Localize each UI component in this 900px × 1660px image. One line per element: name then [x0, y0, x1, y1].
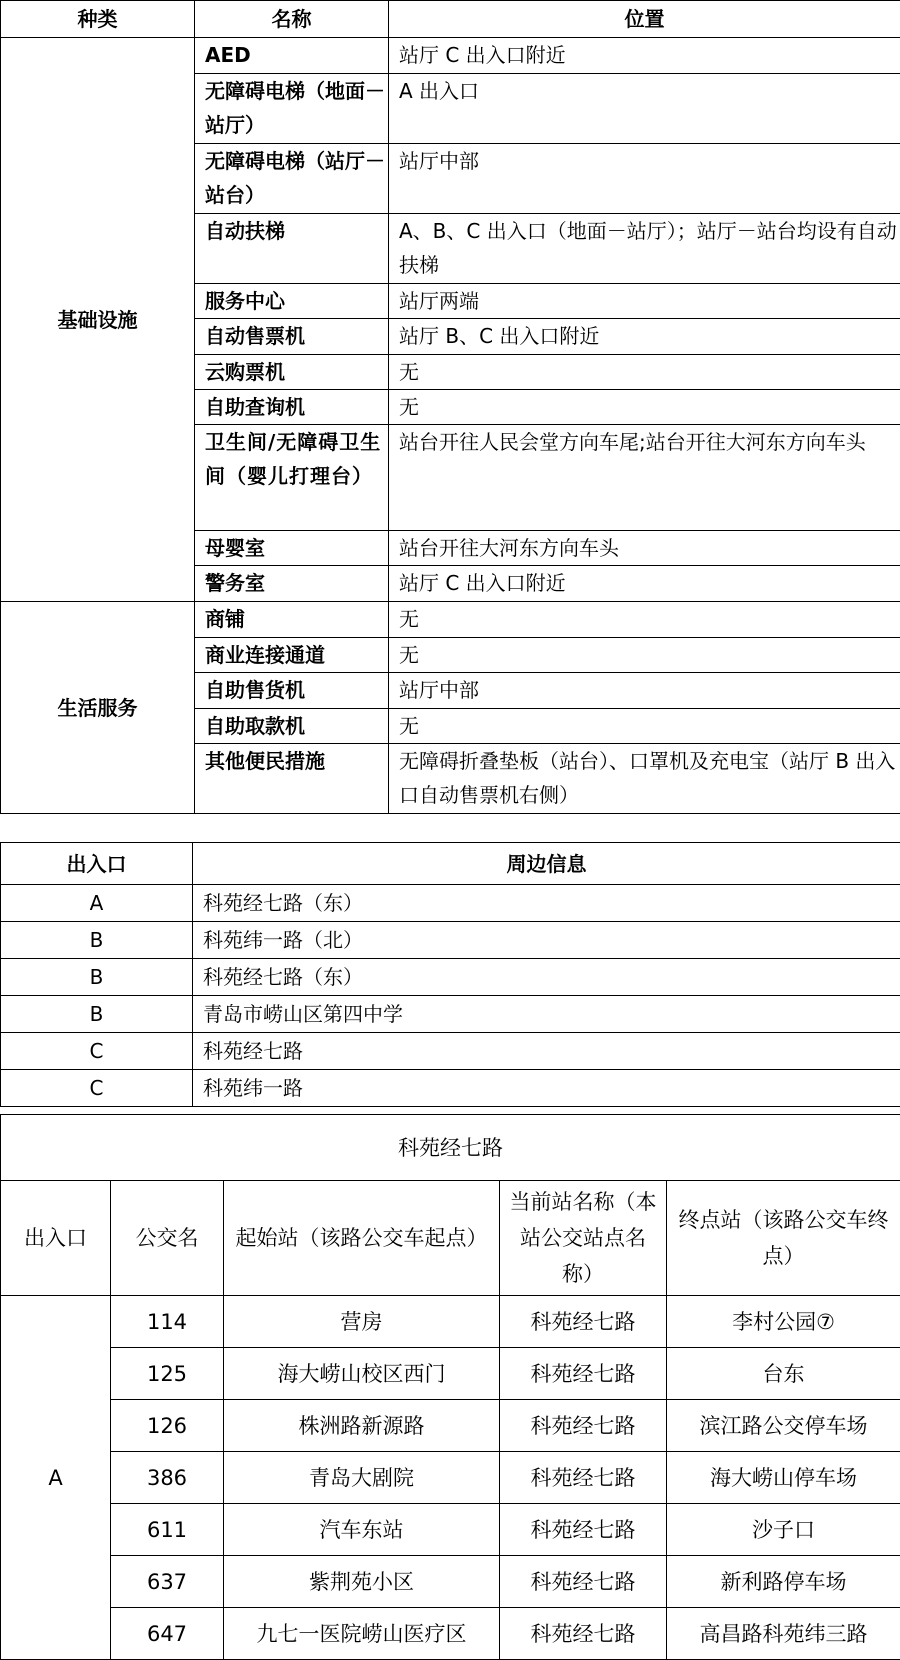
table-row [1, 1348, 900, 1400]
bus-name: 114 [111, 1296, 224, 1348]
facility-location: 无 [389, 390, 900, 425]
bus-header-row [1, 1181, 900, 1296]
table-row [1, 1452, 900, 1504]
facility-location: 无 [389, 602, 900, 638]
facility-name: 服务中心 [195, 284, 389, 319]
table-row [1, 959, 900, 996]
facilities-table [0, 0, 900, 814]
exits-header-row [1, 843, 900, 885]
facility-location: 站厅中部 [389, 673, 900, 709]
header-location: 位置 [389, 1, 900, 38]
header-current: 当前站名称（本站公交站点名称） [500, 1181, 667, 1296]
facility-location: 无 [389, 638, 900, 673]
bus-start: 营房 [224, 1296, 500, 1348]
bus-name: 125 [111, 1348, 224, 1400]
facility-location: 无 [389, 709, 900, 744]
exit-label: B [1, 996, 193, 1033]
table-row [1, 602, 900, 638]
exit-info: 科苑纬一路（北） [193, 922, 900, 959]
facility-name: 无障碍电梯（地面－站厅） [195, 74, 389, 144]
facilities-header-row [1, 1, 900, 38]
facility-name: 母婴室 [195, 531, 389, 566]
bus-end: 高昌路科苑纬三路 [667, 1608, 900, 1660]
facility-location: A 出入口 [389, 74, 900, 144]
bus-current: 科苑经七路 [500, 1452, 667, 1504]
table-row [1, 1296, 900, 1348]
facility-name: 自助取款机 [195, 709, 389, 744]
bus-end: 台东 [667, 1348, 900, 1400]
bus-name: 637 [111, 1556, 224, 1608]
table-row [1, 922, 900, 959]
facility-name: 商业连接通道 [195, 638, 389, 673]
exit-label: C [1, 1033, 193, 1070]
bus-exit-cell: A [1, 1296, 111, 1660]
header-exit: 出入口 [1, 1181, 111, 1296]
exit-label: C [1, 1070, 193, 1107]
facility-name: 自助查询机 [195, 390, 389, 425]
table-row [1, 1608, 900, 1660]
category-cell: 基础设施 [1, 38, 195, 602]
exits-table [0, 842, 900, 1107]
bus-end: 新利路停车场 [667, 1556, 900, 1608]
bus-end: 滨江路公交停车场 [667, 1400, 900, 1452]
table-row [1, 1556, 900, 1608]
exit-info: 科苑经七路 [193, 1033, 900, 1070]
header-start: 起始站（该路公交车起点） [224, 1181, 500, 1296]
table-row [1, 1504, 900, 1556]
facility-location: 站台开往人民会堂方向车尾;站台开往大河东方向车头 [389, 425, 900, 531]
bus-current: 科苑经七路 [500, 1608, 667, 1660]
exit-info: 科苑经七路（东） [193, 959, 900, 996]
exit-info: 科苑经七路（东） [193, 885, 900, 922]
bus-name: 647 [111, 1608, 224, 1660]
bus-current: 科苑经七路 [500, 1400, 667, 1452]
facility-name: 卫生间/无障碍卫生间（婴儿打理台） [195, 425, 389, 531]
facility-location: 站厅 B、C 出入口附近 [389, 319, 900, 355]
header-category: 种类 [1, 1, 195, 38]
bus-start: 青岛大剧院 [224, 1452, 500, 1504]
facility-location: 站台开往大河东方向车头 [389, 531, 900, 566]
table-row [1, 1400, 900, 1452]
exit-label: B [1, 959, 193, 996]
facility-name: 其他便民措施 [195, 744, 389, 814]
facility-name: 云购票机 [195, 355, 389, 390]
table-row [1, 1070, 900, 1107]
facility-name: AED [195, 38, 389, 74]
table-row [1, 885, 900, 922]
facility-location: 站厅两端 [389, 284, 900, 319]
bus-end: 海大崂山停车场 [667, 1452, 900, 1504]
table-row [1, 996, 900, 1033]
exit-info: 科苑纬一路 [193, 1070, 900, 1107]
exit-info: 青岛市崂山区第四中学 [193, 996, 900, 1033]
bus-name: 386 [111, 1452, 224, 1504]
bus-end: 沙子口 [667, 1504, 900, 1556]
facility-location: 无 [389, 355, 900, 390]
bus-start: 九七一医院崂山医疗区 [224, 1608, 500, 1660]
table-row [1, 1033, 900, 1070]
bus-current: 科苑经七路 [500, 1348, 667, 1400]
bus-name: 126 [111, 1400, 224, 1452]
facility-location: 站厅中部 [389, 144, 900, 214]
header-bus: 公交名 [111, 1181, 224, 1296]
facility-name: 自动售票机 [195, 319, 389, 355]
facility-name: 无障碍电梯（站厅－站台） [195, 144, 389, 214]
bus-current: 科苑经七路 [500, 1504, 667, 1556]
bus-start: 株洲路新源路 [224, 1400, 500, 1452]
header-end: 终点站（该路公交车终点） [667, 1181, 900, 1296]
facility-location: A、B、C 出入口（地面－站厅）；站厅－站台均设有自动扶梯 [389, 214, 900, 284]
bus-name: 611 [111, 1504, 224, 1556]
bus-current: 科苑经七路 [500, 1556, 667, 1608]
table-row [1, 38, 900, 74]
bus-start: 海大崂山校区西门 [224, 1348, 500, 1400]
bus-start: 汽车东站 [224, 1504, 500, 1556]
header-surroundings: 周边信息 [193, 843, 900, 885]
facility-name: 警务室 [195, 566, 389, 602]
facility-name: 自助售货机 [195, 673, 389, 709]
header-name: 名称 [195, 1, 389, 38]
facility-location: 无障碍折叠垫板（站台）、口罩机及充电宝（站厅 B 出入口自动售票机右侧） [389, 744, 900, 814]
facility-location: 站厅 C 出入口附近 [389, 566, 900, 602]
facility-location: 站厅 C 出入口附近 [389, 38, 900, 74]
exit-label: A [1, 885, 193, 922]
bus-table [0, 1114, 900, 1660]
bus-current: 科苑经七路 [500, 1296, 667, 1348]
category-cell: 生活服务 [1, 602, 195, 814]
exit-label: B [1, 922, 193, 959]
header-exit: 出入口 [1, 843, 193, 885]
facility-name: 自动扶梯 [195, 214, 389, 284]
bus-table-title-row [1, 1115, 900, 1181]
bus-start: 紫荆苑小区 [224, 1556, 500, 1608]
bus-table-title: 科苑经七路 [1, 1115, 900, 1181]
bus-end: 李村公园⑦ [667, 1296, 900, 1348]
facility-name: 商铺 [195, 602, 389, 638]
